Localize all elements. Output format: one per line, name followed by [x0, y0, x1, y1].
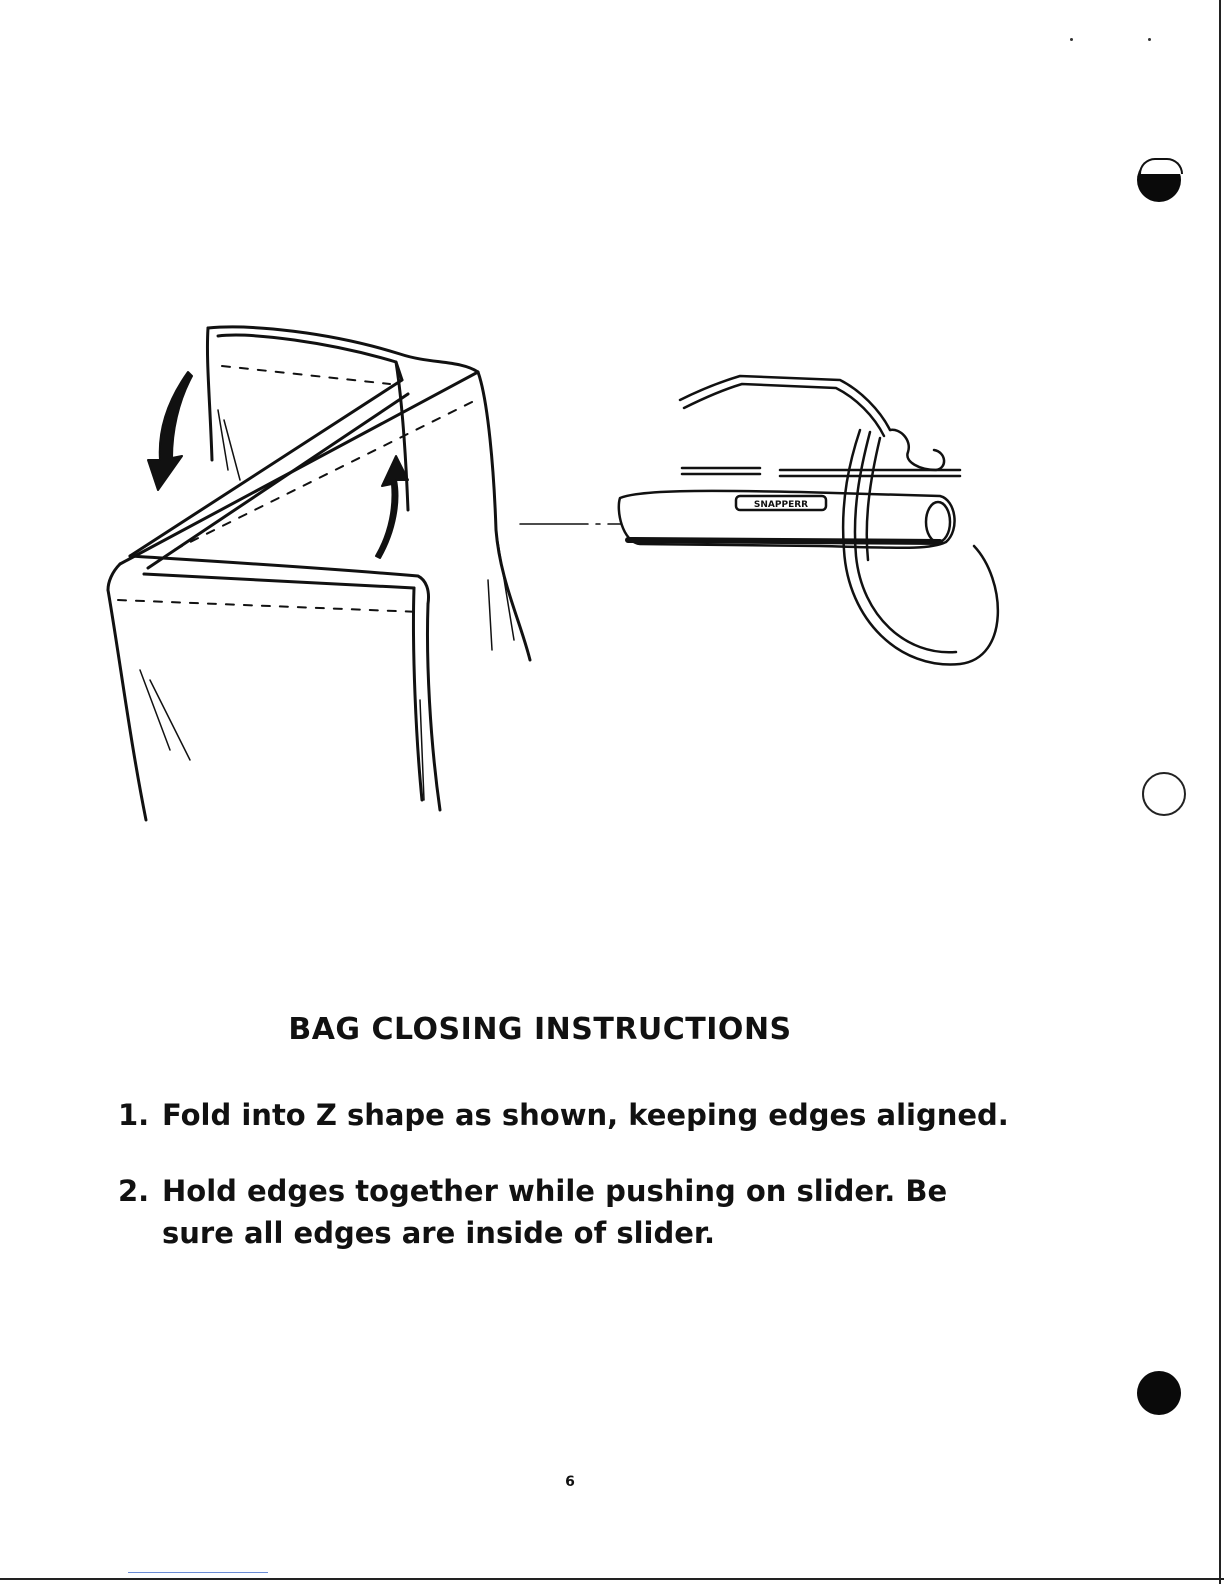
scan-speck — [1148, 38, 1151, 41]
binder-hole-bottom-icon — [1137, 1371, 1181, 1415]
step-text: Fold into Z shape as shown, keeping edges aligned. — [162, 1098, 1009, 1132]
page-number: 6 — [565, 1474, 575, 1490]
page-title: BAG CLOSING INSTRUCTIONS — [288, 1012, 792, 1047]
step-number: 2. — [118, 1174, 150, 1208]
scan-artifact-line — [128, 1572, 268, 1573]
fold-up-arrow-icon — [376, 456, 408, 558]
instruction-step — [118, 1094, 1009, 1136]
slider-brand-label: SNAPPERR — [753, 500, 809, 510]
step-number: 1. — [118, 1098, 150, 1132]
page-bottom-edge — [0, 1578, 1224, 1580]
scan-speck — [1070, 38, 1073, 41]
instruction-step — [118, 1170, 1022, 1254]
fold-down-arrow-icon — [148, 372, 192, 490]
page-right-edge — [1219, 0, 1221, 1584]
slider-closure — [619, 376, 998, 664]
bag-folding-illustration — [100, 320, 1020, 840]
binder-hole-top-icon — [1137, 158, 1181, 202]
step-text: Hold edges together while pushing on slider. Be sure all edges are inside of slider. — [162, 1174, 948, 1250]
bag-crease-lines — [140, 410, 514, 800]
binder-hole-middle-icon — [1142, 772, 1186, 816]
